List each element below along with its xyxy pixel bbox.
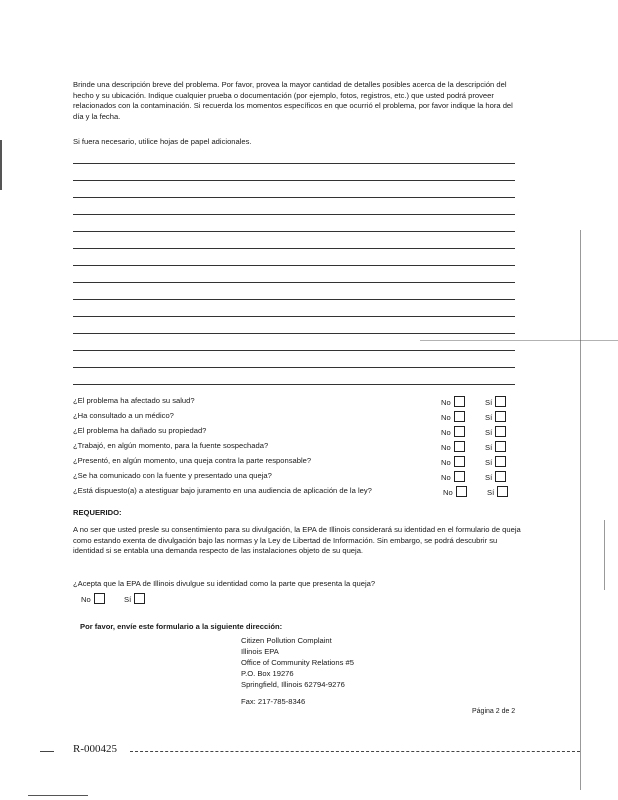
question-health: ¿El problema ha afectado su salud? [73, 396, 195, 405]
question-property: ¿El problema ha dañado su propiedad? [73, 426, 207, 435]
fax-number: Fax: 217-785-8346 [241, 697, 306, 706]
consent-question: ¿Acepta que la EPA de Illinois divulgue su identidad como la parte que presenta la queja? [73, 579, 376, 588]
answer-no[interactable]: No [441, 396, 465, 408]
answer-no[interactable]: No [443, 486, 467, 498]
consent-no[interactable]: No [81, 593, 105, 605]
address-line: Citizen Pollution Complaint [241, 636, 332, 645]
scan-edge-right [580, 230, 581, 790]
writing-line[interactable] [73, 367, 515, 368]
answer-si[interactable]: Sí [485, 456, 506, 468]
answer-si[interactable]: Sí [487, 486, 508, 498]
page-number: Página 2 de 2 [472, 708, 516, 715]
checkbox-no[interactable] [454, 396, 465, 407]
scan-edge-right-2 [604, 520, 605, 590]
footer-dash-left [40, 751, 54, 752]
question-prior-complaint: ¿Presentó, en algún momento, una queja contra la parte responsable? [73, 456, 312, 465]
consent-si[interactable]: Sí [124, 593, 145, 605]
answer-si[interactable]: Sí [485, 426, 506, 438]
writing-line[interactable] [73, 350, 515, 351]
writing-line[interactable] [73, 163, 515, 164]
address-line: Office of Community Relations #5 [241, 658, 354, 667]
checkbox-si[interactable] [497, 486, 508, 497]
question-testify: ¿Está dispuesto(a) a atestiguar bajo juramento en una audiencia de aplicación de la ley? [73, 486, 372, 495]
scan-streak [420, 340, 618, 341]
checkbox-si[interactable] [495, 396, 506, 407]
writing-line[interactable] [73, 384, 515, 385]
writing-line[interactable] [73, 248, 515, 249]
address-line: Springfield, Illinois 62794-9276 [241, 680, 345, 689]
answer-si[interactable]: Sí [485, 471, 506, 483]
answer-no[interactable]: No [441, 441, 465, 453]
writing-line[interactable] [73, 214, 515, 215]
checkbox-no[interactable] [456, 486, 467, 497]
checkbox-no[interactable] [454, 456, 465, 467]
checkbox-no[interactable] [454, 411, 465, 422]
writing-line[interactable] [73, 333, 515, 334]
question-contacted-source: ¿Se ha comunicado con la fuente y presentado una queja? [73, 471, 272, 480]
answer-si[interactable]: Sí [485, 396, 506, 408]
checkbox-no[interactable] [454, 471, 465, 482]
required-heading: REQUERIDO: [73, 508, 122, 517]
checkbox-no[interactable] [454, 441, 465, 452]
address-line: Illinois EPA [241, 647, 279, 656]
answer-no[interactable]: No [441, 426, 465, 438]
footer-dash-line [130, 751, 580, 752]
scan-edge-left [0, 140, 2, 190]
writing-line[interactable] [73, 265, 515, 266]
writing-line[interactable] [73, 197, 515, 198]
checkbox-consent-si[interactable] [134, 593, 145, 604]
writing-line[interactable] [73, 282, 515, 283]
writing-line[interactable] [73, 316, 515, 317]
document-id: R-000425 [73, 743, 117, 755]
answer-si[interactable]: Sí [485, 441, 506, 453]
answer-no[interactable]: No [441, 471, 465, 483]
writing-line[interactable] [73, 180, 515, 181]
question-worked-source: ¿Trabajó, en algún momento, para la fuente sospechada? [73, 441, 269, 450]
checkbox-si[interactable] [495, 471, 506, 482]
checkbox-si[interactable] [495, 426, 506, 437]
answer-si[interactable]: Sí [485, 411, 506, 423]
answer-no[interactable]: No [441, 456, 465, 468]
address-line: P.O. Box 19276 [241, 669, 294, 678]
bottom-scan-mark [28, 795, 88, 796]
writing-line[interactable] [73, 231, 515, 232]
intro-paragraph: Brinde una descripción breve del problema. Por favor, provea la mayor cantidad de detalles posibles acerca de la descripción del hecho y su ubicación. Indique cualquier prueba o documentación (por ejemplo, fotos, registros, etc.) que usted podrá proveer relacionados con la contaminación. Si recuerda los momentos específicos en que ocurrió el problema, por favor indique la hora del día y la fecha. [73, 80, 513, 121]
answer-no[interactable]: No [441, 411, 465, 423]
checkbox-si[interactable] [495, 456, 506, 467]
extra-paper-note: Si fuera necesario, utilice hojas de papel adicionales. [73, 137, 252, 146]
checkbox-no[interactable] [454, 426, 465, 437]
question-doctor: ¿Ha consultado a un médico? [73, 411, 174, 420]
checkbox-si[interactable] [495, 411, 506, 422]
required-paragraph: A no ser que usted presle su consentimiento para su divulgación, la EPA de Illinois considerará su identidad en el formulario de queja como estando exenta de divulgación bajo las normas y la Ley de Libertad de Información. Sin embargo, se podrá descubrir su identidad si se entabla una demanda respecto de las instalaciones objeto de su queja. [73, 525, 521, 556]
checkbox-consent-no[interactable] [94, 593, 105, 604]
mailing-instruction: Por favor, envíe este formulario a la siguiente dirección: [80, 622, 283, 631]
checkbox-si[interactable] [495, 441, 506, 452]
writing-line[interactable] [73, 299, 515, 300]
